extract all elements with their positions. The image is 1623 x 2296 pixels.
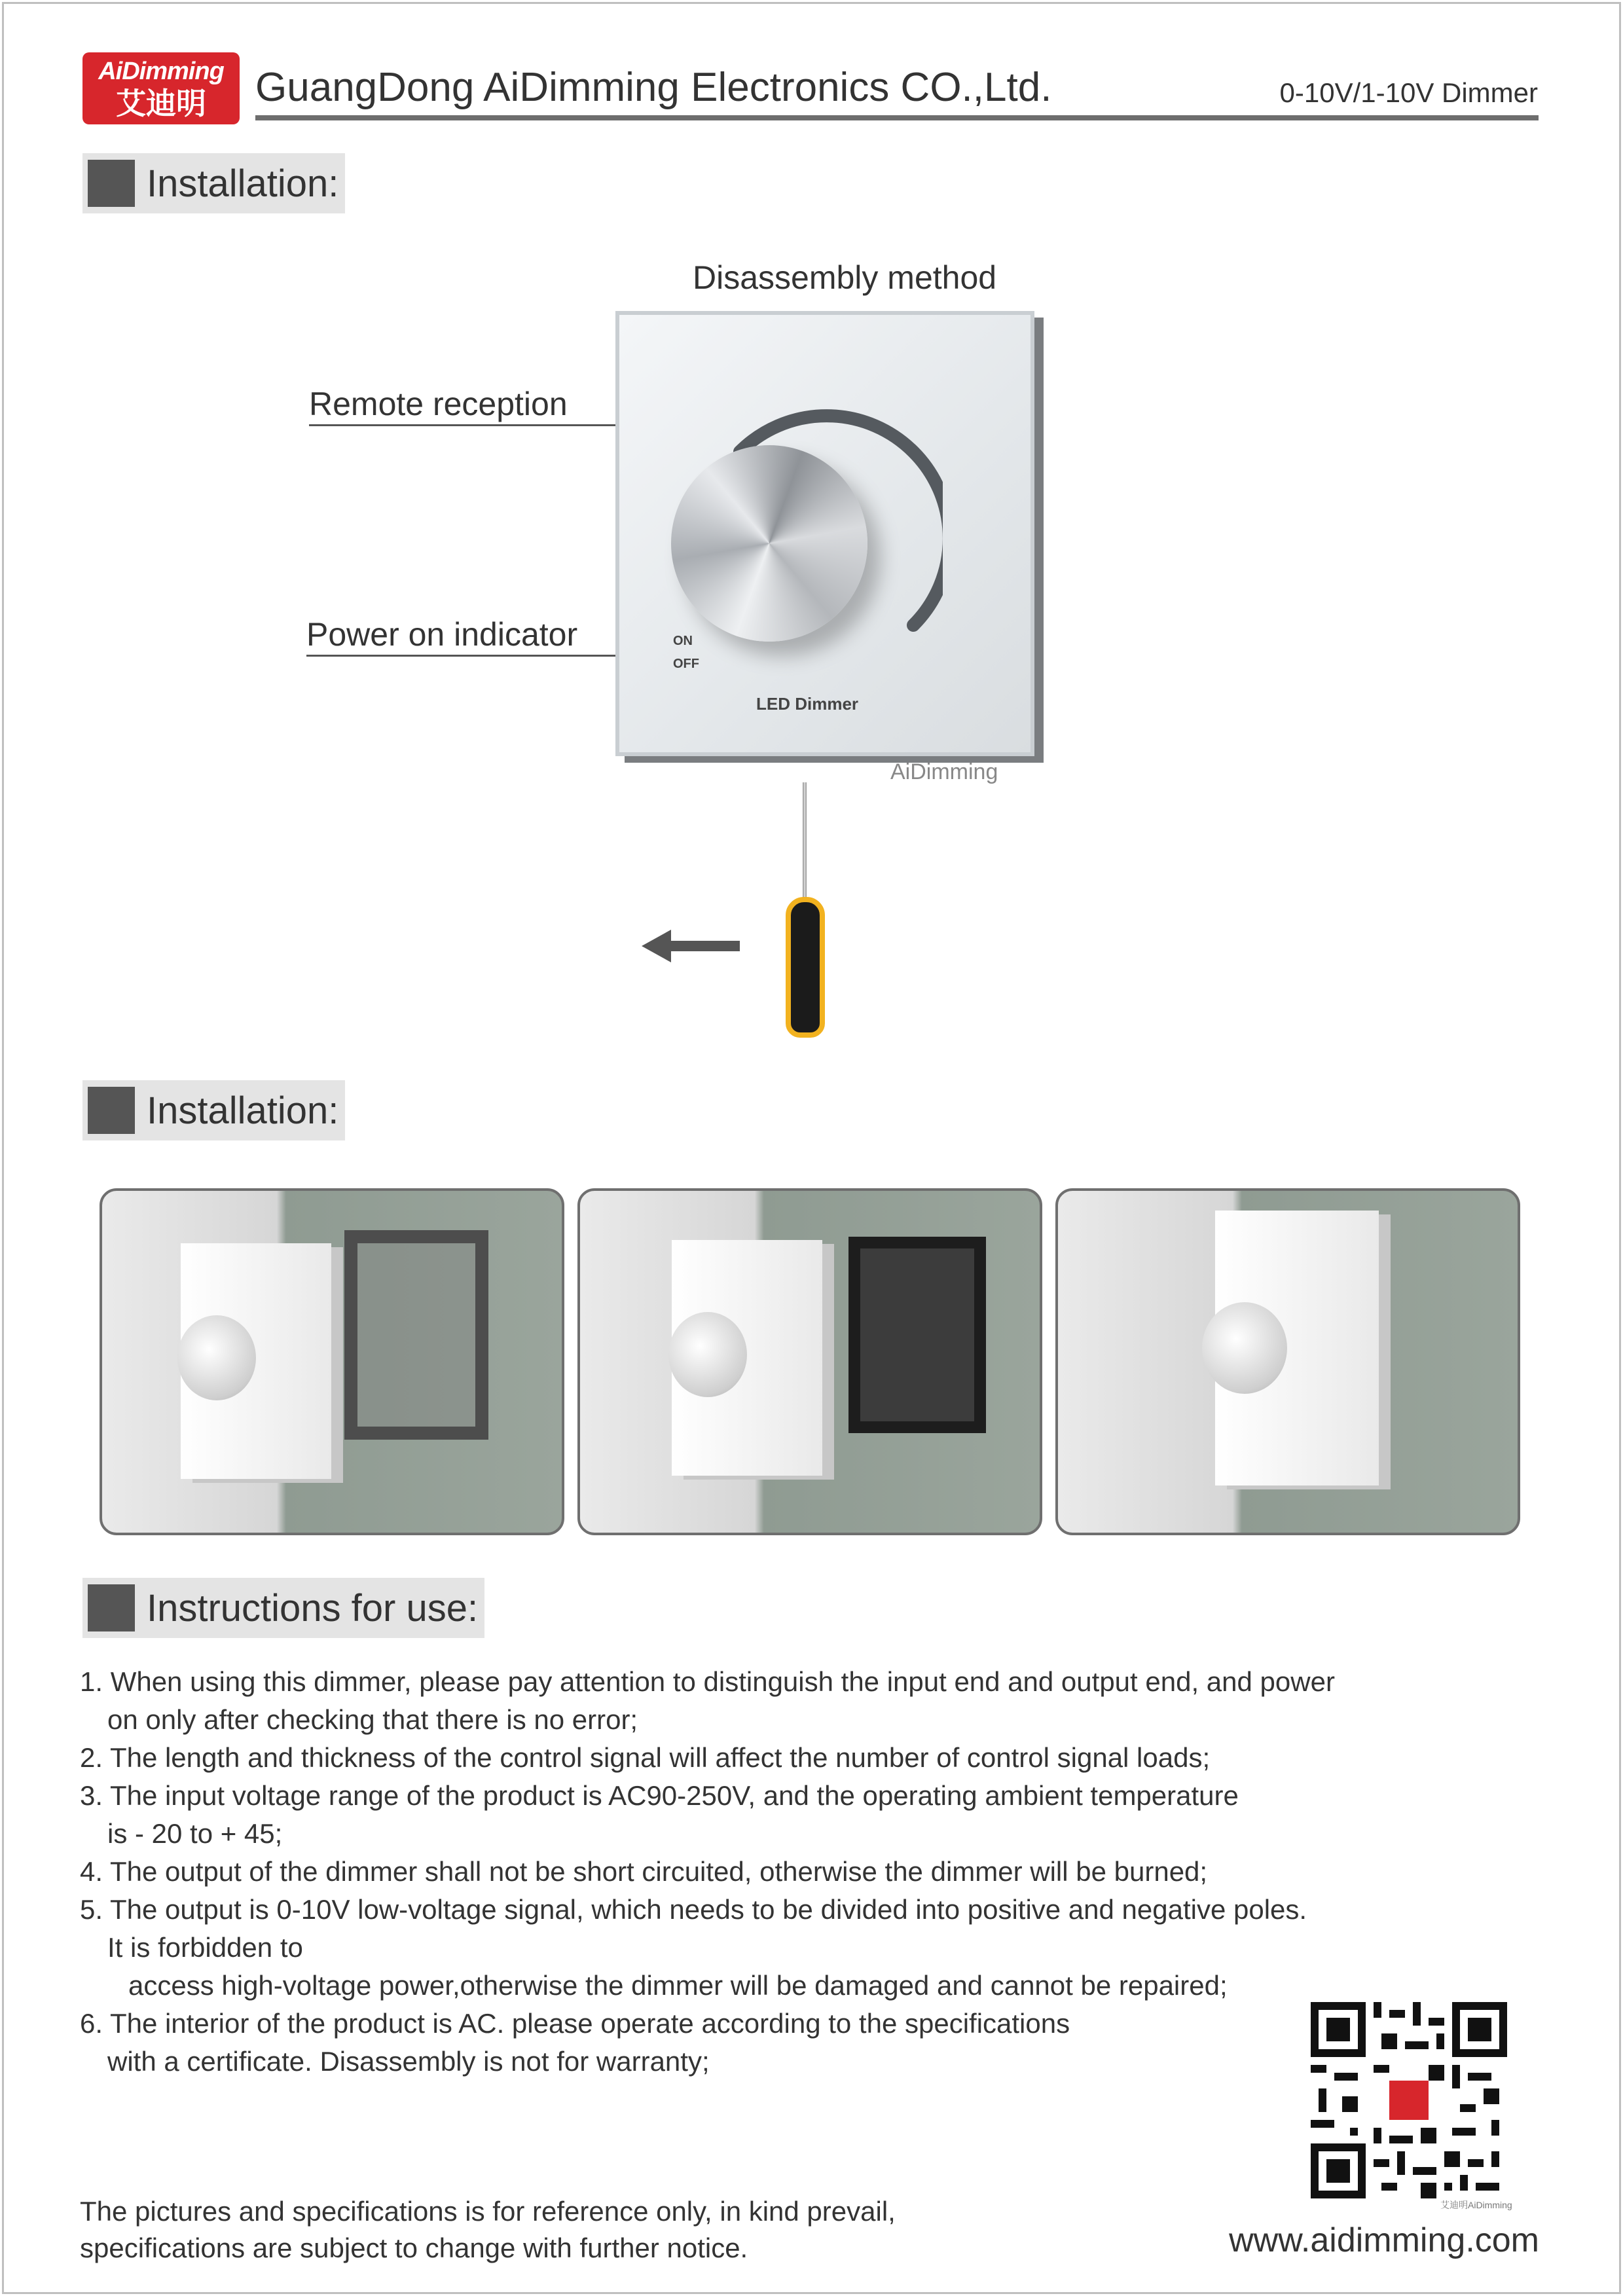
footer-disclaimer-line-1: The pictures and specifications is for reference only, in kind prevail, <box>80 2196 896 2227</box>
diagram-title: Disassembly method <box>693 259 997 296</box>
installation-photo-step-3 <box>1055 1188 1520 1535</box>
instruction-line: access high-voltage power,otherwise the dimmer will be damaged and cannot be repaired; <box>128 1970 1228 2001</box>
instruction-line: 3. The input voltage range of the product is AC90-250V, and the operating ambient temperature <box>80 1780 1239 1811</box>
section-label: Installation: <box>147 1089 339 1132</box>
qr-caption: 艾迪明AiDimming <box>1440 2200 1512 2210</box>
section-marker-icon <box>88 1087 135 1134</box>
section-marker-icon <box>88 160 135 207</box>
led-dimmer-label: LED Dimmer <box>756 694 859 714</box>
dimmer-knob-icon <box>668 1312 747 1397</box>
header-divider <box>255 115 1539 120</box>
installation-photo-step-2 <box>577 1188 1042 1535</box>
instruction-line: 5. The output is 0-10V low-voltage signal, which needs to be divided into positive and negative poles. <box>80 1894 1307 1925</box>
dimmer-knob-icon <box>1202 1302 1287 1394</box>
section-heading-installation-1 <box>82 153 345 213</box>
callout-power-indicator: Power on indicator <box>306 616 578 653</box>
instruction-line: 2. The length and thickness of the control signal will affect the number of control signal loads; <box>80 1742 1211 1773</box>
indicator-off-label: OFF <box>673 657 699 671</box>
installation-photo-step-1 <box>100 1188 564 1535</box>
instruction-line: is - 20 to + 45; <box>107 1818 283 1849</box>
logo-text-cn: 艾迪明 <box>116 86 206 120</box>
company-name: GuangDong AiDimming Electronics CO.,Ltd. <box>255 65 1052 110</box>
instruction-line: with a certificate. Disassembly is not for warranty; <box>107 2046 710 2077</box>
indicator-on-label: ON <box>673 634 693 648</box>
qr-code-icon <box>1311 2002 1507 2198</box>
section-label: Installation: <box>147 162 339 205</box>
section-marker-icon <box>88 1584 135 1631</box>
mounting-frame-icon <box>344 1230 488 1440</box>
dimmer-knob-icon <box>671 445 867 642</box>
footer-disclaimer-line-2: specifications are subject to change with further notice. <box>80 2232 748 2263</box>
callout-remote-reception: Remote reception <box>309 386 568 422</box>
arrow-left-icon <box>642 930 740 962</box>
instruction-line: 6. The interior of the product is AC. please operate according to the specifications <box>80 2008 1070 2039</box>
footer-disclaimer <box>80 2193 896 2267</box>
section-heading-installation-2 <box>82 1080 345 1140</box>
dimmer-knob-icon <box>177 1315 256 1400</box>
section-label: Instructions for use: <box>147 1586 479 1630</box>
product-model: 0-10V/1-10V Dimmer <box>1279 77 1538 108</box>
wall-box-icon <box>848 1237 986 1433</box>
instruction-line: on only after checking that there is no error; <box>107 1704 638 1735</box>
company-logo <box>82 52 240 124</box>
instruction-line: 4. The output of the dimmer shall not be short circuited, otherwise the dimmer will be burned; <box>80 1856 1208 1887</box>
screwdriver-shaft-icon <box>803 782 807 900</box>
screwdriver-handle-icon <box>786 897 825 1038</box>
logo-text-en: AiDimming <box>98 58 224 85</box>
instruction-line: It is forbidden to <box>107 1932 303 1963</box>
instruction-line: 1. When using this dimmer, please pay attention to distinguish the input end and output end, and power <box>80 1666 1335 1697</box>
panel-brand-label: AiDimming <box>890 759 998 784</box>
section-heading-instructions <box>82 1578 484 1638</box>
website-link[interactable]: www.aidimming.com <box>1229 2221 1539 2259</box>
